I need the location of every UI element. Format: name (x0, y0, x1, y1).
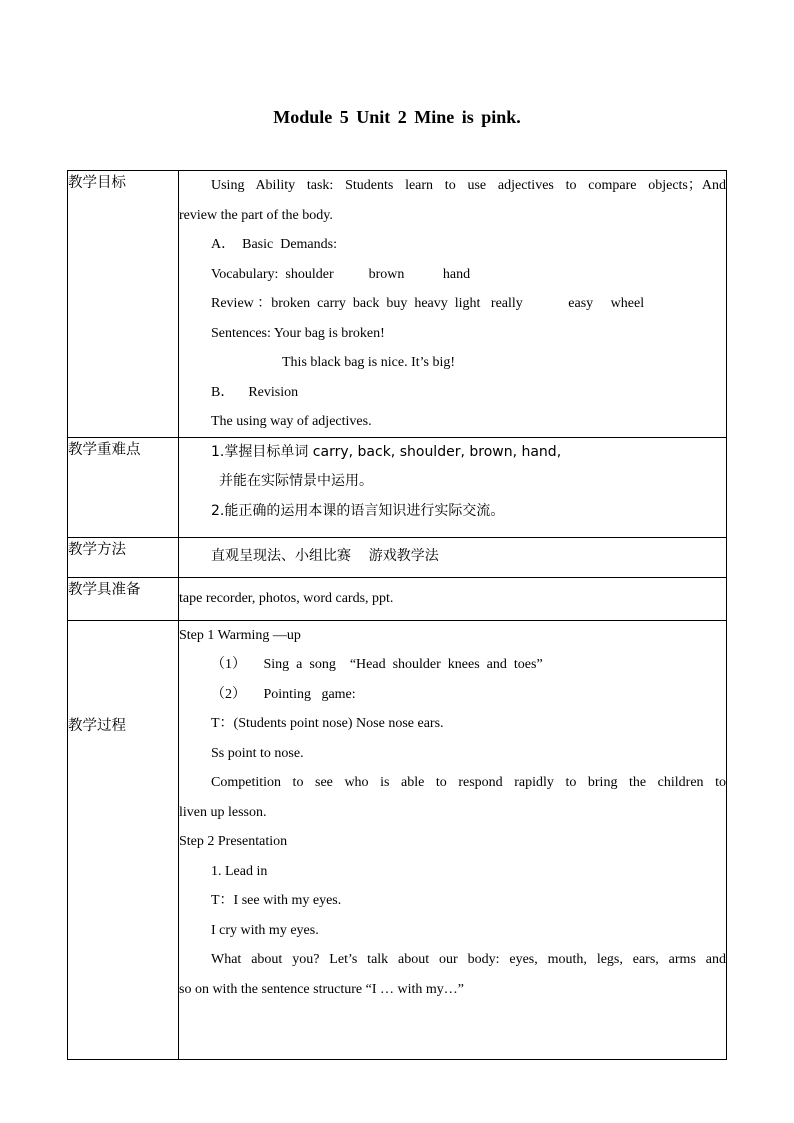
text-line: Sentences: Your bag is broken! (211, 325, 385, 341)
text-line: T：I see with my eyes. (211, 893, 342, 908)
row-content-key-points (179, 437, 727, 537)
text-line: 2.能正确的运用本课的语言知识进行实际交流。 (211, 502, 505, 519)
row-content-process (179, 620, 727, 1059)
text-line: 1.掌握目标单词 carry, back, shoulder, brown, hand, (211, 443, 562, 460)
text-line: Using Ability task: Students learn to use adjectives to compare objects；And (211, 178, 726, 193)
text-line: Vocabulary: shoulder brown hand (211, 266, 471, 282)
text-line: The using way of adjectives. (211, 414, 372, 429)
text-line: Review ：broken carry back buy heavy light really easy wheel (211, 296, 645, 311)
text-line: （1） Sing a song “Head shoulder knees and toes” (211, 657, 543, 672)
text-line: T：(Students point nose) Nose nose ears. (211, 716, 444, 731)
row-content-goals (179, 171, 727, 438)
text-line: I cry with my eyes. (211, 922, 319, 938)
text-line: This black bag is nice. It’s big! (282, 355, 456, 370)
text-line: review the part of the body. (179, 207, 333, 223)
row-content-methods (179, 537, 727, 577)
row-label-key-points: 教学重难点 (68, 437, 179, 537)
table-row-process (68, 620, 727, 1059)
row-label-process: 教学过程 (68, 620, 179, 1059)
row-label-tools: 教学具准备 (68, 577, 179, 620)
table-row-goals (68, 171, 727, 438)
text-line: Step 2 Presentation (179, 834, 288, 849)
text-line: tape recorder, photos, word cards, ppt. (179, 590, 394, 606)
row-label-goals: 教学目标 (68, 171, 179, 438)
text-line: （2） Pointing game: (211, 686, 356, 702)
row-label-methods: 教学方法 (68, 537, 179, 577)
text-line: Step 1 Warming —up (179, 627, 301, 643)
text-line: What about you? Let’s talk about our body: eyes, mouth, legs, ears, arms and (211, 952, 726, 967)
text-line: Ss point to nose. (211, 745, 304, 761)
text-line: A． Basic Demands: (211, 237, 337, 252)
table-row-key-points (68, 437, 727, 537)
text-line: B． Revision (211, 384, 299, 400)
page-title: Module 5 Unit 2 Mine is pink. (273, 107, 521, 127)
table-row-methods (68, 537, 727, 577)
row-content-tools (179, 577, 727, 620)
lesson-plan-table (67, 170, 727, 1060)
text-line: Competition to see who is able to respond rapidly to bring the children to (211, 775, 726, 790)
text-line: 1. Lead in (211, 863, 268, 879)
text-line: liven up lesson. (179, 804, 267, 820)
text-line: 并能在实际情景中运用。 (219, 473, 373, 489)
text-line: so on with the sentence structure “I … with my…” (179, 981, 464, 997)
table-row-tools (68, 577, 727, 620)
text-line: 直观呈现法、小组比赛 游戏教学法 (211, 548, 439, 565)
